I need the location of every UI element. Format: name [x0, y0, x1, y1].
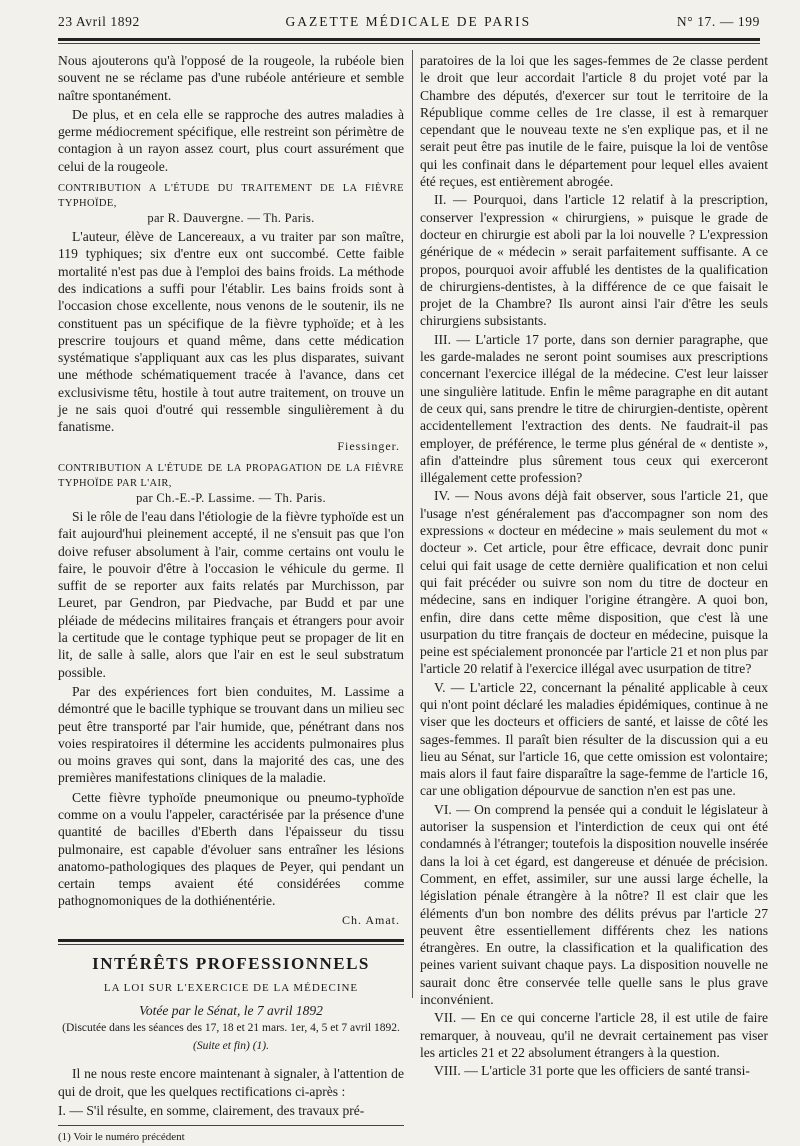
paragraph: V. — L'article 22, concernant la pénalité applicable à ceux qui n'ont point déclaré les maladies épidémiques, continue à ne viser que les docteurs et officiers de santé, et laisse de côté les sages-femmes. Il paraît bien résulter de la discussion qui a eu lieu au Sénat, sur l'article 16, que cette omission est volontaire; mais alors il faut faire disparaître la sage-femme de l'article 16, car une obligation dépourvue de sanction n'en est pas une.	[420, 679, 768, 799]
continued-note: (Suite et fin) (1).	[192, 1039, 269, 1052]
paragraph: Nous ajouterons qu'à l'opposé de la rougeole, la rubéole bien souvent ne se réclame pas d'une rubéole antérieure et semble naître spontanément.	[58, 53, 404, 103]
paragraph: VI. — On comprend la pensée qui a conduit le législateur à autoriser la suspension et l'interdiction de ceux qui ont été condamnés à l'étranger; toutefois la disposition nouvelle insérée dans la loi à cet égard, est dangereuse et dénuée de précision. Comment, en effet, assimiler, sur une aussi large échelle, la législation pénale étrangère à la nôtre? Il est clair que les éléments d'un bon nombre des délits prévus par l'article 27 peuvent être essentiellement différents chez les nations étrangères. En outre, la classification et la qualification des peines varient suivant chaque pays. La disposition nouvelle ne saurait donc être conservée telle quelle sans le plus grave inconvénient.	[420, 801, 768, 1008]
header-title: GAZETTE MÉDICALE DE PARIS	[285, 14, 532, 29]
paragraph: III. — L'article 17 porte, dans son dernier paragraphe, que les garde-malades ne seront point soumises aux prescriptions concernant l'exercice illégal de la médecine. C'est leur laisser une singulière latitude. Enfin le même paragraphe en dit autant de ceux qui, sans prendre le titre de chirurgien-dentiste, opèrent accidentellement l'extraction des dents. Ne faudrait-il pas employer, de préférence, le terme plus général de « dentiste », afin d'atteindre plus sûrement tous ceux qui exerceront illégalement cette profession?	[420, 331, 768, 486]
review-title: CONTRIBUTION A L'ÉTUDE DE LA PROPAGATION DE LA FIÈVRE TYPHOÏDE PAR L'AIR,	[58, 462, 404, 489]
review-author: par R. Dauvergne. — Th. Paris.	[147, 211, 315, 226]
page-header	[58, 14, 760, 36]
footnote: (1) Voir le numéro précédent	[58, 1131, 185, 1144]
law-title: LA LOI SUR L'EXERCICE DE LA MÉDECINE	[103, 982, 359, 995]
paragraph: I. — S'il résulte, en somme, clairement, des travaux pré-	[58, 1102, 365, 1118]
review-title: CONTRIBUTION A L'ÉTUDE DU TRAITEMENT DE LA FIÈVRE TYPHOÏDE,	[58, 183, 404, 210]
paragraph: L'auteur, élève de Lancereaux, a vu traiter par son maître, 119 typhiques; six d'entre eux ont succombé. Cette faible mortalité n'est pas due à l'emploi des bains froids. La méthode des indications a suffi pour l'établir. Les bains froids sont à l'occasion chose excellente, nous venons de le soutenir, ils ne constituent pas un spécifique de la fièvre typhoïde; et à les prescrire toujours et quand même, dans cette médication systématique s'appliquant aux cas les plus disparates, suivant une méthode schématiquement tracée à l'avance, dans cet exclusivisme têtu, hostile à tout autre traitement, on trouve un je ne sais quoi d'outré qui ressemble singulièrement à du fanatisme.	[58, 229, 404, 435]
paragraph: II. — Pourquoi, dans l'article 12 relatif à la prescription, conserver l'expression « chirurgiens, » puisque le grade de docteur en chirurgie est aboli par la loi nouvelle ? L'expression générique de « médecin » serait parfaitement suffisante. A ce propos, pourquoi avoir affublé les dentistes de la qualification de chirurgiens-dentistes, à la différence de ce que faisait le projet de la Chambre? Ils auront ainsi l'air d'être les seuls chirurgiens subsistants.	[420, 192, 768, 329]
paragraph: VIII. — L'article 31 porte que les officiers de santé transi-	[434, 1063, 750, 1079]
signature: Fiessinger.	[337, 438, 400, 453]
paragraph: Par des expériences fort bien conduites, M. Lassime a démontré que le bacille typhique se trouvant dans un milieu sec peut être transporté par l'air humide, que, pénétrant dans nos voies respiratoires il détermine les accidents pulmonaires plus ou moins graves qui sont, dans la majorité des cas, une des premières manifestations cliniques de la maladie.	[58, 683, 404, 786]
paragraph: paratoires de la loi que les sages-femmes de 2e classe perdent le droit que leur accordait l'article 8 du projet voté par la Chambre des députés, d'exercer sur tout le territoire de la République comme celles de 1re classe, il est à remarquer cependant que le nouveau texte ne s'en explique pas, et il ne serait peut être pas inutile de le faire, puisque la loi de ventôse qui les confinait dans le département pour lequel elles avaient été reçues, est entièrement abrogée.	[420, 53, 768, 190]
vote-line: Votée par le Sénat, le 7 avril 1892	[139, 1002, 323, 1018]
header-rule-thick	[58, 38, 760, 41]
paragraph: De plus, et en cela elle se rapproche des autres maladies à germe médiocrement spécifique, elle restreint son périmètre de contagion à un rayon assez court, plus court assurément que celui de la rougeole.	[58, 106, 404, 174]
discussion-dates: (Discutée dans les séances des 17, 18 et 21 mars. 1er, 4, 5 et 7 avril 1892.	[62, 1021, 400, 1034]
right-column	[420, 52, 768, 1079]
section-title: INTÉRÊTS PROFESSIONNELS	[92, 954, 370, 974]
paragraph: IV. — Nous avons déjà fait observer, sous l'article 21, que l'usage n'est généralement pas d'accompagner son nom des expressions « docteur en médecine » mais seulement du mot « docteur ». Cet article, pour être efficace, devrait donc punir celui qui fait usage de cette dernière qualification et non celui qui fait précéder ou suivre son nom du titre de docteur en médecine, sans en indiquer l'origine étrangère. A quoi bon, enfin, dire dans cette même disposition, que c'est là une usurpation du titre français de docteur en médecine, puisque la peine est spécialement prononcée par l'article 21 et non plus par l'article 20 relatif à l'exercice illégal avec usurpation de titre?	[420, 488, 768, 677]
paragraph: Cette fièvre typhoïde pneumonique ou pneumo-typhoïde comme on a voulu l'appeler, caractérisée par la présence d'une quantité de bacilles d'Eberth dans l'épaisseur du tissu pulmonaire, est capable d'évoluer sans entraîner les lésions anatomo-pathologiques des plaques de Peyer, qui pendant un certain temps avaient été considérées comme pathognomoniques de la dothiénentérie.	[58, 789, 404, 909]
review-heading	[58, 461, 404, 506]
review-heading	[58, 181, 404, 226]
review-author: par Ch.-E.-P. Lassime. — Th. Paris.	[136, 490, 326, 505]
signature: Ch. Amat.	[341, 912, 400, 927]
section-rule-thin	[58, 944, 404, 945]
left-column	[58, 52, 404, 1144]
column-divider	[412, 50, 413, 998]
paragraph: Si le rôle de l'eau dans l'étiologie de la fièvre typhoïde est un fait aujourd'hui pleinement accepté, il ne s'ensuit pas que l'on doive refuser absolument à l'air, comme certains ont voulu le faire, le pouvoir d'être à l'occasion le véhicule du germe. Il suffit de se reporter aux faits relatés par Murchisson, par Leuret, par Gendron, par Piedvache, par Budd et par une pléiade de médecins militaires français et étrangers pour avoir la certitude que le contage typhique peut se propager de lit en lit, de salle à salle, alors que l'air en est le seul substratum possible.	[58, 508, 404, 680]
footnote-rule	[58, 1125, 404, 1126]
header-page-number: N° 17. — 199	[676, 14, 760, 29]
header-date: 23 Avril 1892	[58, 14, 140, 29]
paragraph: Il ne nous reste encore maintenant à signaler, à l'attention de qui de droit, que les quelques rectifications ci-après :	[58, 1066, 404, 1099]
section-rule-thick	[58, 939, 404, 942]
paragraph: VII. — En ce qui concerne l'article 28, il est utile de faire remarquer, à nouveau, qu'il ne devrait certainement pas viser les articles 21 et 22 absolument étrangers à la question.	[420, 1010, 768, 1060]
header-rule-thin	[58, 43, 760, 44]
